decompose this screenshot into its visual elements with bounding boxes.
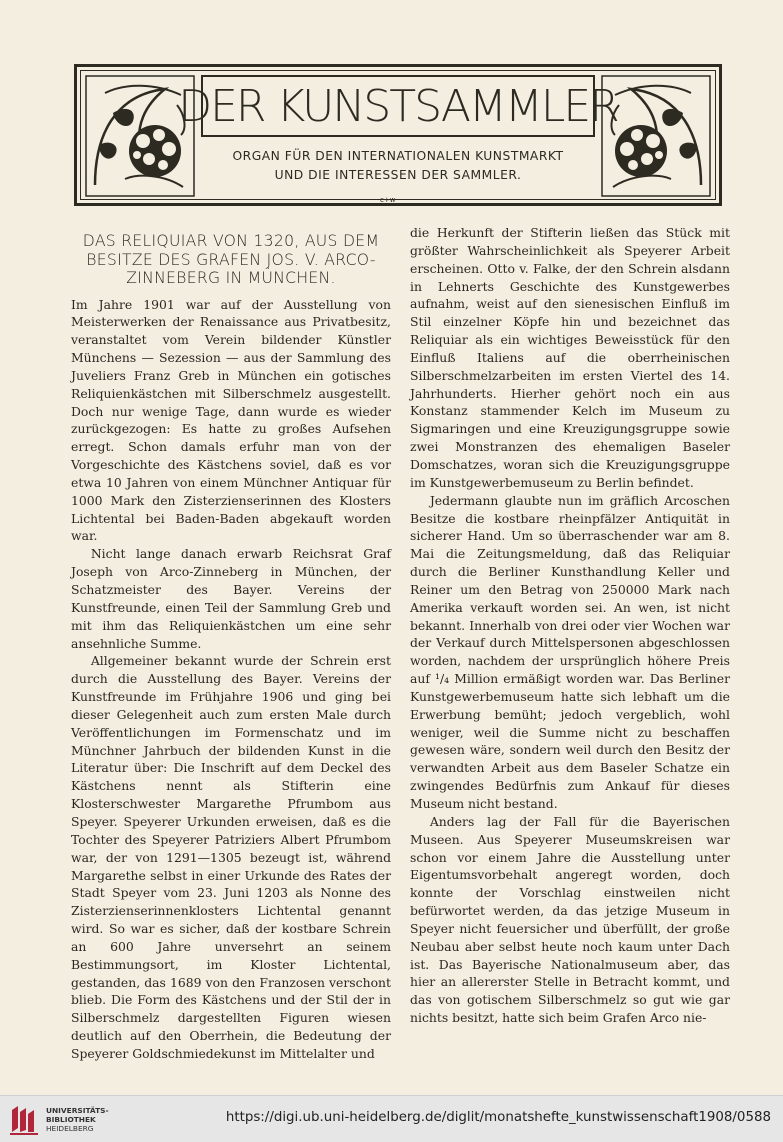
masthead bbox=[74, 64, 722, 206]
left-column bbox=[71, 228, 391, 1063]
source-url-link[interactable]: https://digi.ub.uni-heidelberg.de/diglit/monatshefte_kunstwissenschaft1908/0588 bbox=[225, 1110, 771, 1125]
institution-name bbox=[46, 1106, 109, 1133]
subtitle-line-2: UND DIE INTERESSEN DER SAMMLER. bbox=[274, 168, 522, 182]
paragraph: Jedermann glaubte nun im gräflich Arcoschen Besitze die kostbare rheinpfälzer Antiquität in sicherer Hand. Um so überraschender war am 8. Mai die Zeitungsmeldung, daß das Reliquiar durch die Berliner Kunsthandlung Keller und Reiner um den Betrag von 250000 Mark nach Amerika verkauft worden sei. An wen, ist nicht bekannt. Innerhalb von drei oder vier Wochen war der Verkauf durch Mittelspersonen abgeschlossen worden, nachdem der ursprünglich höhere Preis auf ¹/₄ Million ermäßigt worden war. Das Berliner Kunstgewerbemuseum hatte sich lebhaft um die Erwerbung bemüht; jedoch vergeblich, wohl weniger, weil die Summe nicht zu beschaffen gewesen wäre, sondern weil durch den Besitz der verwandten Arbeit aus dem Baseler Schatze ein zwingendes Bedürfnis zum Ankauf für dieses Museum nicht bestand. bbox=[410, 492, 730, 811]
paragraph: Im Jahre 1901 war auf der Ausstellung von Meisterwerken der Renaissance aus Privatbesitz, veranstaltet vom Verein bildender Künstler Münchens — Sezession — aus der Sammlung des Juveliers Franz Greb in München ein gotisches Reliquienkästchen mit Silberschmelz ausgestellt. Doch nur wenige Tage, dann wurde es wieder zurückgezogen: Es hatte zu großes Aufsehen erregt. Schon damals erfuhr man von der Vorgeschichte des Kästchens soviel, daß es vor etwa 10 Jahren von einem Münchner Antiquar für 1000 Mark den Zisterzienserinnen des Klosters Lichtental bei Baden-Baden abgekauft worden war. bbox=[71, 296, 391, 544]
article-title: DAS RELIQUIAR VON 1320, AUS DEM BESITZE DES GRAFEN JOS. V. ARCO-ZINNEBERG IN MÜNCHEN. bbox=[82, 232, 380, 287]
institution-line-1: UNIVERSITÄTS- bbox=[46, 1106, 109, 1115]
footer-bar bbox=[0, 1095, 783, 1142]
masthead-center bbox=[178, 75, 618, 195]
paragraph: die Herkunft der Stifterin ließen das Stück mit größter Wahrscheinlichkeit als Speyerer Arbeit erscheinen. Otto v. Falke, der den Schrein alsdann in Lehnerts Geschichte des Kunstgewerbes aufnahm, weist auf den sienesischen Einfluß im Stil einzelner Köpfe hin und bezeichnet das Reliquiar als ein wichtiges Beweisstück für den Einfluß Italiens auf die oberrheinischen Silberschmelzarbeiten im ersten Viertel des 14. Jahrhunderts. Hierher gehört noch ein aus Konstanz stammender Kelch im Museum zu Sigmaringen und eine Kreuzigungsgruppe sowie zwei Monstranzen des ehemaligen Baseler Domschatzes, woran sich die Kreuzigungsgruppe im Kunstgewerbemuseum zu Berlin befindet. bbox=[410, 225, 730, 490]
floral-ornament-icon bbox=[601, 75, 711, 197]
university-library-logo-icon[interactable] bbox=[8, 1102, 40, 1136]
institution-line-2: BIBLIOTHEK bbox=[46, 1115, 96, 1124]
right-column bbox=[410, 224, 730, 1027]
paragraph: Nicht lange danach erwarb Reichsrat Graf Joseph von Arco-Zinneberg in München, der Schatzmeister des Bayer. Vereins der Kunstfreunde, einen Teil der Sammlung Greb und mit ihm das Reliquienkästchen um eine sehr ansehnliche Summe. bbox=[71, 546, 391, 651]
paragraph: Anders lag der Fall für die Bayerischen Museen. Aus Speyerer Museumskreisen war schon vor einem Jahre die Ausstellung unter Eigentumsvorbehalt angeregt worden, doch konnte der Vorschlag einstweilen nicht befürwortet werden, da das jetzige Museum in Speyer nicht feuersicher und überfüllt, der große Neubau aber selbst heute noch kaum unter Dach ist. Das Bayerische Nationalmuseum aber, das hier an allererster Stelle in Betracht kommt, und das von gotischem Silberschmelz so gut wie gar nichts besitzt, hatte sich beim Grafen Arco nie- bbox=[410, 813, 730, 1026]
subtitle-line-1: ORGAN FÜR DEN INTERNATIONALEN KUNSTMARKT bbox=[232, 149, 564, 163]
journal-title: DER KUNSTSAMMLER bbox=[201, 75, 595, 137]
paragraph: Allgemeiner bekannt wurde der Schrein erst durch die Ausstellung des Bayer. Vereins der Kunstfreunde im Frühjahre 1906 und ging bei dieser Gelegenheit auch zum ersten Male durch Veröffentlichungen im Formenschatz und im Münchner Jahrbuch der bildenden Kunst in die Literatur über: Die Inschrift auf dem Deckel des Kästchens nennt als Stifterin eine Klosterschwester Margarethe Pfrumbom aus Speyer. Speyerer Urkunden erweisen, daß es die Tochter des Speyerer Patriziers Albert Pfrumbom war, der von 1291—1305 bezeugt ist, während Margarethe selbst in einer Urkunde des Rates der Stadt Speyer vom 23. Juni 1203 als Nonne des Zisterzienserinnenklosters Lichtental genannt wird. So war es sicher, daß der kostbare Schrein an 600 Jahre unversehrt an seinem Bestimmungsort, im Kloster Lichtental, gestanden, das 1689 von den Franzosen verschont blieb. Die Form des Kästchens und der Stil der in Silberschmelz dargestellten Figuren wiesen deutlich auf den Oberrhein, die Bedeutung der Speyerer Goldschmiedekunst im Mittelalter und bbox=[71, 653, 391, 1061]
artist-signature: c+w bbox=[380, 196, 396, 204]
institution-line-3: HEIDELBERG bbox=[46, 1124, 94, 1133]
journal-subtitle bbox=[201, 147, 595, 185]
